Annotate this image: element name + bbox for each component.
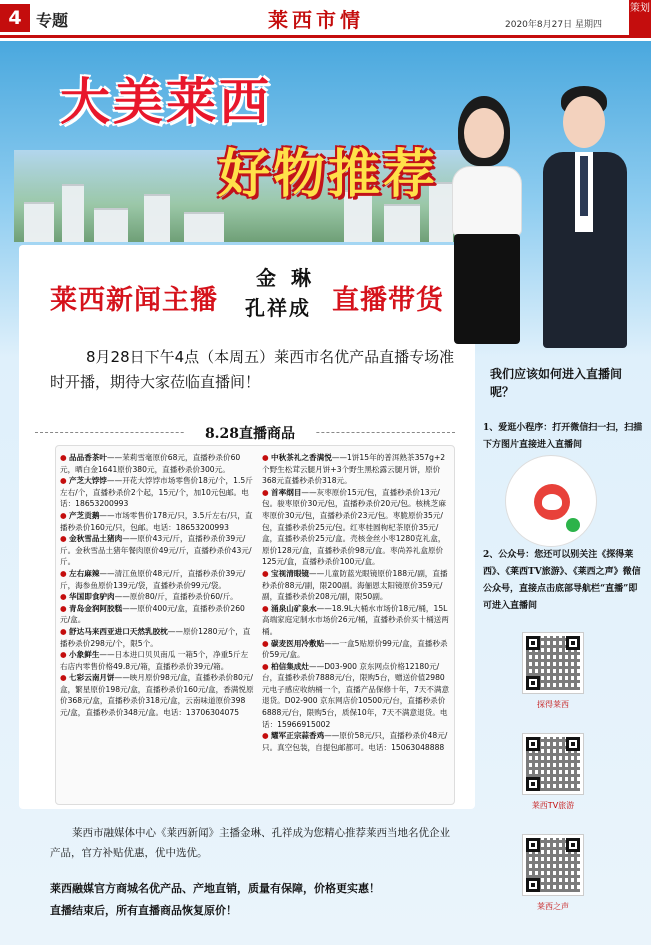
page-number: 4 [0,4,30,32]
product-name: 金秋雪品土猪肉 [69,534,123,544]
product-name: 中秋茶礼之香满悦 [271,453,332,462]
bullet-icon: ● [60,592,70,602]
product-item [60,603,254,626]
male-anchor-photo [535,86,635,348]
qr-caption-1: 探得莱西 [537,700,569,709]
section-title: 专题 [36,11,69,30]
product-item [60,672,254,718]
footer-line-2: 直播结束后，所有直播商品恢复原价！ [50,904,237,917]
product-name: 碳麦医用冷敷贴 [271,638,325,648]
product-item [60,533,254,568]
qr-code-tande-laixi[interactable] [522,632,584,694]
page-header [0,0,651,38]
subtitle-left: 莱西新闻主播 [50,285,218,316]
product-description: ——市场零售价178元/只，3.5斤左右/只，直播秒杀价160元/只，包邮。电话：18653200993 [60,510,253,532]
subtitle-right: 直播带货 [332,285,444,316]
product-name: 七彩云南月饼 [69,673,115,683]
qr-code-laixi-tv[interactable] [522,733,584,795]
product-description: ——儿童防蓝光眼镜原价188元/副，直播秒杀价88元/副，限200副。海俪恩太阳镜原价359元/副，直播秒杀价208元/副，限50副。 [262,568,448,602]
product-name: 品品香茶叶 [69,453,108,462]
product-item [262,568,452,603]
qr-code-laixi-voice[interactable] [522,834,584,896]
product-description: ——18.9L大桶水市场价18元/桶，15L高端家庭定制水市场价26元/桶，直播秒杀价买十桶送两桶。 [262,603,449,636]
bullet-icon: ● [60,476,70,486]
bullet-icon: ● [60,534,70,544]
product-item [262,452,452,487]
anchor-name-1: 金 琳 [256,266,315,290]
product-description: ——灰枣原价15元/包，直播秒杀价13元/包。骏枣原价30元/包，直播秒杀价20元/包。核桃芝麻枣原价30元/包，直播秒杀价23元/包。枣脆原价35元/包，直播秒杀价25元/包。红枣桂圆枸杞茶原价35元/盒，直播秒杀价25元/盒。壳核金丝小枣1280克礼盒，原价128元/盒，直播秒杀价98元/盒。枣尚养礼盒原价125元/盒，直播秒杀价100元/盒。 [262,487,446,567]
product-item [60,510,254,533]
product-description: ——1饼15年的普洱熟茶357g+2个野生松茸云腿月饼+3个野生黑松露云腿月饼，原价368元直播秒杀价318元。 [262,453,446,486]
bullet-icon: ● [262,603,272,613]
product-name: 舒达马来西亚进口天然乳胶枕 [69,626,168,636]
banner-title-line1: 大美莱西 [60,73,272,131]
product-description: ——D03-900 京东网点价格12180元/台，直播秒杀价7888元/台，限购5台，赠送价值2980元电子感应收纳桶一个，直播产品保修十年，7天不满意退货。D02-900 京东网店价10500元/台，直播秒杀价6888元/台，限购5台，质保10年，7天不满意退货。电话：15966915002 [262,661,450,729]
footer-line-1: 莱西融媒官方商城名优产品、产地直销，质量有保障，价格更实惠！ [50,882,380,895]
product-description: ——日本进口贝贝南瓜 一箱5个，净重5斤左右店内零售价格49.8元/箱，直播秒杀价39元/箱。 [60,650,249,671]
bullet-icon: ● [60,626,70,636]
product-name: 涌泉山矿泉水 [271,603,317,613]
product-name: 小象鲜生 [69,650,100,660]
product-description: ——原价80/斤，直播秒杀价60/斤。 [114,592,238,602]
product-description: ——一盒5贴原价99元/盒，直播秒杀价59元/盒。 [262,638,448,660]
step-2-text: 2、公众号：您还可以别关注《探得莱西》、《莱西TV旅游》、《莱西之声》微信公众号，直接点击底部导航栏“直播”即可进入直播间 [483,550,641,611]
bullet-icon: ● [60,453,70,462]
product-description: ——原价1280元/个，直播秒杀价298元/个，限5个。 [60,626,251,648]
qr-caption-3: 莱西之声 [537,902,569,911]
product-column-left [60,452,254,719]
product-item [262,487,452,568]
issue-date: 2020年8月27日 星期四 [505,20,602,30]
product-name: 华国即食驴肉 [69,592,115,602]
product-name: 左右麻辣 [69,568,100,578]
product-description: ——原价400元/盒，直播秒杀价260元/盒。 [60,603,245,625]
product-item [60,475,254,510]
bullet-icon: ● [60,603,70,613]
product-name: 柏信集成灶 [271,661,310,671]
newspaper-name: 莱西市情 [268,8,364,32]
product-item [60,568,254,591]
qr-caption-2: 莱西TV旅游 [531,801,575,810]
bullet-icon: ● [262,661,272,671]
how-to-join-question: 我们应该如何进入直播间呢？ [490,367,623,399]
bullet-icon: ● [262,731,272,741]
bullet-icon: ● [60,673,70,683]
product-name: 首率纲目 [271,487,302,497]
anchor-name-2: 孔祥成 [245,296,311,320]
product-item [60,591,254,603]
female-anchor-photo [444,94,536,344]
bullet-icon: ● [262,638,272,648]
product-description: ——映月原价98元/盒，直播秒杀价80元/盒，繁星原价198元/盒，直播秒杀价160元/盒，香满悦原价368元/盒，直播秒杀价318元/盒，云南味道原价398元/盒，直播秒杀价348元/盒。电话：13706304075 [60,673,254,718]
product-description: ——开花大饽饽市场零售价18元/个，1.5斤左右/个，直播秒杀价2个起，15元/个，加10元包邮。电话：18653200993 [60,476,253,509]
footer-highlight [50,878,460,922]
product-name: 产芝贡鹅 [69,510,100,520]
bullet-icon: ● [262,453,272,462]
intro-paragraph: 8月28日下午4点（本周五）莱西市名优产品直播专场准时开播，期待大家莅临直播间！ [50,348,455,391]
product-description: ——原价43元/斤，直播秒杀价39元/斤。金秋雪品土猪年餐肉原价49元/斤，直播秒杀价43元/斤。 [60,534,252,567]
product-description: ——清江鱼原价48元/斤，直播秒杀价39元/斤，海参鱼原价139元/袋，直播秒杀价99元/袋。 [60,568,246,590]
product-item [60,452,254,475]
bullet-icon: ● [60,568,70,578]
product-item [60,649,254,672]
product-description: ——茉莉雪毫原价68元，直播秒杀价60元，晒白金1641原价380元，直播秒杀价300元。 [60,453,241,474]
product-item [262,638,452,661]
footer-paragraph: 莱西市融媒体中心《莱西新闻》主播金琳、孔祥成为您精心推荐莱西当地名优企业产品，官方补贴优惠，优中选优。 [50,827,450,859]
bullet-icon: ● [60,650,70,660]
bullet-icon: ● [60,510,70,520]
banner-title-line2: 好物推荐 [218,145,439,205]
mini-program-code[interactable] [505,455,597,547]
product-name: 青岛金润阿胶糕 [69,603,123,613]
section-ribbon: 策划 [629,0,651,36]
product-item [60,626,254,649]
bullet-icon: ● [262,568,272,578]
product-column-right [262,452,452,753]
step-1-text: 1、爱逛小程序：打开微信扫一扫，扫描下方图片直接进入直播间 [483,423,643,450]
product-item [262,603,452,638]
product-name: 产芝大饽饽 [69,476,108,486]
product-description: ——原价58元/只，直播秒杀价48元/只。真空包装，自提包邮都可。电话：15063048888 [262,731,448,752]
product-name: 宝视清眼镜 [271,568,310,578]
product-list-title: 8.28直播商品 [185,423,315,443]
product-name: 耀军正宗蒜香鸡 [271,731,325,741]
bullet-icon: ● [262,487,272,497]
product-item [262,661,452,731]
product-item [262,730,452,753]
